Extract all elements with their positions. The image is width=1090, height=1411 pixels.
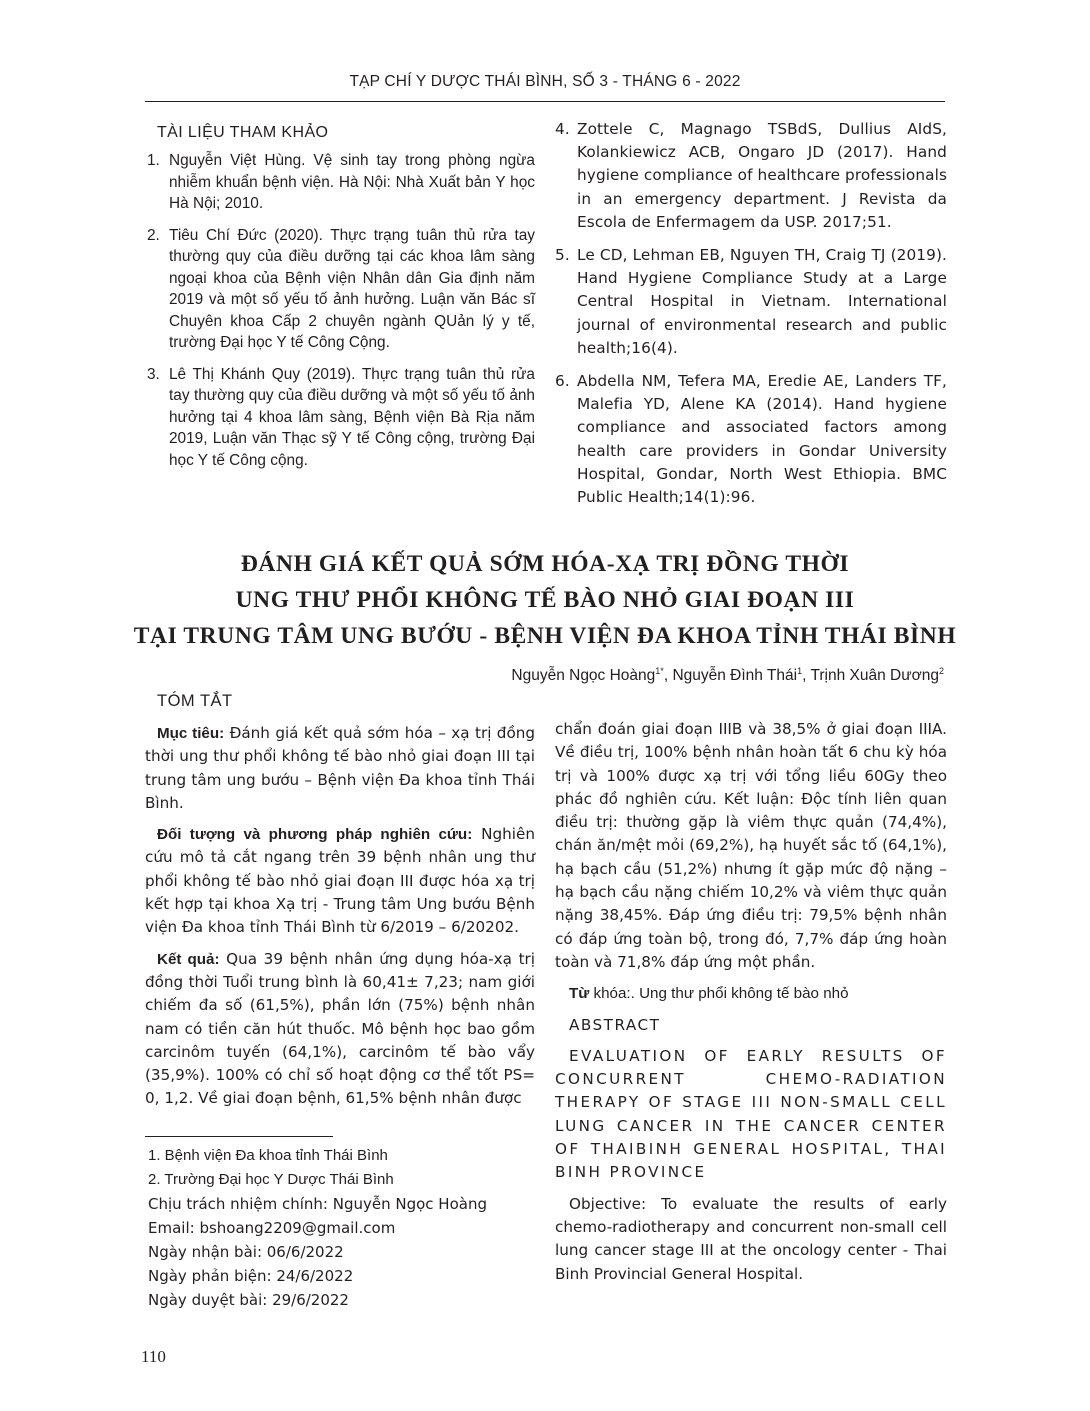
keywords-label: Từ: [569, 985, 590, 1003]
references-title: TÀI LIỆU THAM KHẢO: [157, 124, 329, 141]
methods-paragraph: [145, 823, 535, 939]
reference-item: [555, 370, 947, 509]
author-separator: ,: [802, 667, 811, 685]
article-title-line: ĐÁNH GIÁ KẾT QUẢ SỚM HÓA-XẠ TRỊ ĐỒNG THỜI: [240, 551, 850, 577]
reference-number: 1.: [147, 152, 160, 169]
reviewed-date: Ngày phản biện: 24/6/2022: [148, 1267, 354, 1285]
affiliation-1: 1. Bệnh viện Đa khoa tỉnh Thái Bình: [148, 1147, 388, 1164]
references-right-column: [555, 118, 947, 519]
abstract-left-column: [145, 722, 535, 1119]
reference-number: 4.: [555, 120, 570, 138]
header-rule: [145, 101, 945, 102]
accepted-date: Ngày duyệt bài: 29/6/2022: [148, 1291, 349, 1309]
keywords-text: khóa:. Ung thư phổi không tế bào nhỏ: [589, 985, 849, 1003]
results-text: Qua 39 bệnh nhân ứng dụng hóa-xạ trị đồng thời Tuổi trung bình là 60,41± 7,23; nam giới chiếm đa số (61,5%), phần lớn (75%) bệnh nhân nam có tiền căn hút thuốc. Mô bệnh học bao gồm carcinôm tuyến (64,1%), carcinôm tế bào vẩy (35,9%). 100% có chỉ số hoạt động cơ thể tốt PS= 0, 1,2. Về giai đoạn bệnh, 61,5% bệnh nhân được: [145, 949, 535, 1108]
results-label: Kết quả:: [157, 950, 220, 968]
results-continued: chẩn đoán giai đoạn IIIB và 38,5% ở giai đoạn IIIA. Về điều trị, 100% bệnh nhân hoàn tất 6 chu kỳ hóa trị và 100% được xạ trị với tổng liều 60Gy theo phác đồ nghiên cứu. Kết luận: Độc tính liên quan điều trị: thường gặp là viêm thực quản (74,4%), chán ăn/mệt mỏi (69,2%), hạ huyết sắc tố (64,1%), hạ bạch cầu (51,2%) nhưng ít gặp mức độ nặng – hạ bạch cầu nặng chiếm 10,2% và viêm thực quản nặng 38,45%. Đáp ứng điều trị: 79,5% bệnh nhân có đáp ứng toàn bộ, trong đó, 7,7% đáp ứng hoàn toàn và 71,8% đáp ứng một phần.: [555, 720, 947, 971]
reference-text: Abdella NM, Tefera MA, Eredie AE, Landers TF, Malefia YD, Alene KA (2014). Hand hygiene compliance and associated factors among health care providers in Gondar University Hospital, Gondar, North West Ethiopia. BMC Public Health;14(1):96.: [577, 372, 947, 507]
reference-text: Nguyễn Việt Hùng. Vệ sinh tay trong phòng ngừa nhiễm khuẩn bệnh viện. Hà Nội: Nhà Xuất bản Y học Hà Nội; 2010.: [169, 152, 535, 212]
reference-text: Lê Thị Khánh Quy (2019). Thực trạng tuân thủ rửa tay thường quy của điều dưỡng và một số yếu tố ảnh hưởng tại 4 khoa lâm sàng, Bệnh viện Bà Rịa năm 2019, Luận văn Thạc sỹ Y tế Công cộng, trường Đại học Y tế Công cộng.: [169, 365, 535, 469]
objective-text: Đánh giá kết quả sớm hóa – xạ trị đồng thời ung thư phổi không tế bào nhỏ giai đoạn III tại trung tâm ung bướu – Bệnh viện Đa khoa tỉnh Thái Bình.: [145, 724, 535, 812]
reference-item: [555, 118, 947, 234]
methods-label: Đối tượng và phương pháp nghiên cứu:: [157, 826, 473, 844]
author-name: Nguyễn Ngọc Hoàng: [511, 667, 656, 685]
abstract-heading: TÓM TẮT: [157, 692, 233, 710]
reference-number: 3.: [147, 365, 160, 383]
reference-item: [145, 225, 535, 354]
corresponding-author: Chịu trách nhiệm chính: Nguyễn Ngọc Hoàng: [148, 1195, 487, 1213]
abstract-en-heading: ABSTRACT: [569, 1015, 661, 1034]
references-left-column: [145, 150, 535, 481]
article-title-line: TẠI TRUNG TÂM UNG BƯỚU - BỆNH VIỆN ĐA KHOA TỈNH THÁI BÌNH: [133, 623, 957, 649]
footnote-rule: [145, 1136, 333, 1137]
article-title: [130, 546, 960, 654]
abstract-right-column: [555, 718, 947, 1294]
reference-item: [145, 364, 535, 472]
author-separator: ,: [663, 667, 673, 685]
page-number: 110: [141, 1347, 166, 1366]
author-list: [511, 666, 944, 685]
reference-item: [145, 150, 535, 215]
results-paragraph: [145, 948, 535, 1111]
reference-number: 5.: [555, 246, 570, 265]
reference-text: Tiêu Chí Đức (2020). Thực trạng tuân thủ rửa tay thường quy của điều dưỡng tại các khoa lâm sàng ngoại khoa của Bệnh viện Nhân dân Gia định năm 2019 và một số yếu tố ảnh hưởng. Luận văn Bác sĩ Chuyên khoa Cấp 2 chuyên ngành QUản lý y tế, trường Đại học Y tế Công Cộng.: [169, 226, 535, 351]
author-name: Nguyễn Đình Thái: [672, 667, 798, 685]
affiliation-2: 2. Trường Đại học Y Dược Thái Bình: [148, 1171, 394, 1188]
author-affiliation-mark: 2: [938, 666, 944, 676]
reference-number: 2.: [147, 226, 160, 244]
keywords-paragraph: [555, 982, 947, 1005]
author-affiliation-mark: 1*: [655, 666, 664, 676]
author-affiliation-mark: 1: [797, 666, 803, 676]
journal-header: TẠP CHÍ Y DƯỢC THÁI BÌNH, SỐ 3 - THÁNG 6 - 2022: [349, 73, 741, 90]
email: Email: bshoang2209@gmail.com: [148, 1219, 396, 1237]
reference-item: [555, 244, 947, 360]
objective-label: Mục tiêu:: [157, 725, 225, 742]
reference-number: 6.: [555, 372, 570, 391]
objective-paragraph: [145, 722, 535, 815]
english-objective: Objective: To evaluate the results of early chemo-radiotherapy and concurrent non-small cell lung cancer stage III at the oncology center - Thai Binh Provincial General Hospital.: [555, 1194, 947, 1283]
received-date: Ngày nhận bài: 06/6/2022: [148, 1243, 344, 1261]
footnotes: [148, 1144, 538, 1312]
author-name: Trịnh Xuân Dương: [810, 667, 939, 685]
article-title-line: UNG THƯ PHỔI KHÔNG TẾ BÀO NHỎ GIAI ĐOẠN III: [235, 587, 855, 613]
reference-text: Zottele C, Magnago TSBdS, Dullius AIdS, Kolankiewicz ACB, Ongaro JD (2017). Hand hygiene compliance of healthcare professionals in an emergency department. J Revista da Escola de Enfermagem da USP. 2017;51.: [577, 120, 948, 231]
english-title: EVALUATION OF EARLY RESULTS OF CONCURRENT CHEMO-RADIATION THERAPY OF STAGE III NON-SMALL CELL LUNG CANCER IN THE CANCER CENTER OF THAIBINH GENERAL HOSPITAL, THAI BINH PROVINCE: [555, 1046, 947, 1182]
reference-text: Le CD, Lehman EB, Nguyen TH, Craig TJ (2019). Hand Hygiene Compliance Study at a Large Central Hospital in Vietnam. International journal of environmental research and public health;16(4).: [577, 246, 947, 357]
methods-text: Nghiên cứu mô tả cắt ngang trên 39 bệnh nhân ung thư phổi không tế bào nhỏ giai đoạn III được hóa xạ trị kết hợp tại khoa Xạ trị - Trung tâm Ung bướu Bệnh viện Đa khoa tỉnh Thái Bình từ 6/2019 – 6/20202.: [145, 825, 535, 937]
